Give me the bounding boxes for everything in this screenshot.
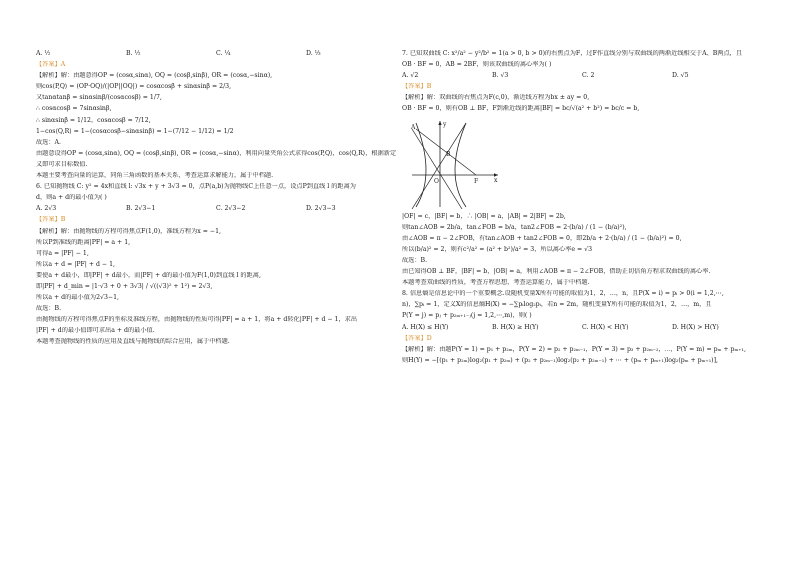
q6-analysis-line: 由抛物线的方程可得焦点F的坐标及准线方程，由抛物线的性质可得|PF| = a + 1，将a + d转化|PF| + d − 1，求出 <box>36 316 358 324</box>
right-column <box>402 50 762 368</box>
y-axis-label: y <box>443 120 447 128</box>
q6-answer-label: 【答案】B <box>36 216 66 224</box>
focus-f-label: F <box>474 177 479 185</box>
q6-analysis-line: 本题考查抛物线的性质的应用及直线与抛物线的综合应用，属于中档题. <box>36 338 230 346</box>
q7-analysis-line: 【解析】解：双曲线的右焦点为F(c,0)，渐近线方程为bx ± ay = 0, <box>402 94 590 102</box>
q8-stem-line: n)，∑pᵢ = 1，定义X的信息熵H(X) = −∑pᵢlog₂pᵢ，若n = 2m，随机变量Y所有可能的取值为1，2，…，m，且 <box>402 301 712 309</box>
q5-analysis-line: 【解析】解：由题意得OP = (cosα,sinα), OQ = (cosβ,sinβ), OR = (cosα,−sinα), <box>36 72 273 80</box>
x-axis-label: x <box>494 176 498 184</box>
q6-analysis-line: 所以P到准线的距离|PF| = a + 1, <box>36 238 131 246</box>
q8-stem-line: 8. 信息熵是信息论中的一个重要概念.设随机变量X所有可能的取值为1，2，…，n，且P(X = i) = pᵢ > 0(i = 1,2,⋯, <box>402 290 724 298</box>
q6-analysis-line: 要使a + d最小，即|PF| + d最小，而|PF| + d的最小值为F(1,0)到直线 l 的距离, <box>36 271 261 279</box>
q5-analysis-line: 本题主要考查向量的运算，同角三角函数的基本关系，考查运算求解能力，属于中档题. <box>36 172 274 180</box>
q8-analysis-line: 则H(Y) = −[(p₁ + p₂ₘ)log₂(p₁ + p₂ₘ) + (p₂ + p₂ₘ₋₁)log₂(p₂ + p₂ₘ₋₁) + ⋯ + (pₘ + pₘ₊₁)log₂(pₘ + pₘ₊₁)], <box>402 356 718 364</box>
q5-option-d: D. ⅓ <box>306 50 321 57</box>
q7-after-line: 由已知得OB ⊥ BF，|BF| = b，|OB| = a，利用∠AOB = π − 2∠FOB，借助正切倍角方程求双曲线的离心率. <box>402 268 711 276</box>
q7-stem-line: OB · BF = 0，AB = 2BF，则该双曲线的离心率为( ) <box>402 61 552 69</box>
q7-after-line: 则tan∠AOB = 2b/a，tan∠FOB = b/a，tan2∠FOB = 2·(b/a) / (1 − (b/a)²), <box>402 223 627 231</box>
q8-option-d: D. H(X) > H(Y) <box>672 323 719 331</box>
q5-option-c: C. ¼ <box>216 50 231 57</box>
q6-analysis-line: 所以a + d的最小值为2√3−1, <box>36 294 119 302</box>
q5-analysis-line: 由题意设得OP = (cosα,sinα), OQ = (cosβ,sinβ), OR = (cosα,−sinα)，利用向量夹角公式求得cos⟨P,Q⟩，cos⟨Q,R⟩，根据新定 <box>36 149 396 157</box>
q7-after-line: |OF| = c，|BF| = b，∴ |OB| = a，|AB| = 2|BF| = 2b, <box>402 212 566 220</box>
q7-after-line: 本题考查双曲线的性质，考查方程思想，考查运算能力，属于中档题. <box>402 279 590 287</box>
q6-option-a: A. 2√3 <box>36 205 57 213</box>
q6-option-c: C. 2√3−2 <box>216 205 246 213</box>
point-b-label: B <box>446 150 451 158</box>
q5-option-a: A. ½ <box>36 50 51 57</box>
q8-options <box>402 324 762 332</box>
q6-analysis-line: 可得a = |PF| − 1, <box>36 249 89 257</box>
q5-analysis-line: 故选：A. <box>36 138 61 146</box>
q6-analysis-line: 即|PF| + d_min = |1·√3 + 0 + 3√3| / √((√3)² + 1²) = 2√3, <box>36 282 213 290</box>
q5-analysis-line: 又tanαtanβ = sinαsinβ/(cosαcosβ) = 1/7, <box>36 94 162 102</box>
q6-analysis-line: |PF| + d的最小值即可求出a + d的最小值. <box>36 327 155 335</box>
q8-option-a: A. H(X) ≤ H(Y) <box>402 323 449 331</box>
q8-option-b: B. H(X) ≥ H(Y) <box>492 323 539 331</box>
q5-option-b: B. ½ <box>126 50 141 57</box>
q5-analysis-line: ∴ sinαsinβ = 1/12，cosαcosβ = 7/12, <box>36 116 151 124</box>
q8-stem-line: P(Y = j) = pⱼ + p₂ₘ₊₁₋ⱼ(j = 1,2,⋯,m)，则( ) <box>402 312 532 320</box>
q7-option-b: B. √3 <box>492 72 509 80</box>
q7-options <box>402 72 762 80</box>
q7-option-c: C. 2 <box>582 72 595 80</box>
point-a-label: A <box>411 123 416 131</box>
q5-analysis-line: 义即可求目标数值. <box>36 160 88 168</box>
q5-analysis-line: 1−cos⟨Q,R⟩ = 1−(cosαcosβ−sinαsinβ) = 1−(7/12 − 1/12) = 1/2 <box>36 127 234 135</box>
q5-options <box>36 50 396 58</box>
q6-option-b: B. 2√3−1 <box>126 205 156 213</box>
q6-option-d: D. 2√3−3 <box>306 205 336 213</box>
q6-stem-line: 6. 已知抛物线 C: y² = 4x和直线 l: √3x + y + 3√3 = 0，点P(a,b)为抛物线C上任意一点，设点P到直线 l 的距离为 <box>36 183 356 191</box>
q5-analysis-line: ∴ cosαcosβ = 7sinαsinβ, <box>36 105 112 113</box>
q7-after-line: 由∠AOB = π − 2∠FOB，有tan∠AOB + tan2∠FOB = 0，即2b/a + 2·(b/a) / (1 − (b/a)²) = 0, <box>402 234 682 242</box>
left-column <box>36 50 396 350</box>
q7-stem-line: 7. 已知双曲线 C: x²/a² − y²/b² = 1(a > 0, b > 0)的右焦点为F，过F作直线分别与双曲线的两渐近线相交于A、B两点，且 <box>402 50 743 57</box>
q6-analysis-line: 【解析】解：由抛物线的方程可得焦点F(1,0)，准线方程为x = −1, <box>36 227 221 235</box>
q6-stem-line: d，则a + d的最小值为( ) <box>36 194 107 202</box>
q6-analysis-line: 所以a + d = |PF| + d − 1, <box>36 260 115 268</box>
q6-options <box>36 205 396 213</box>
hyperbola-diagram <box>406 117 502 209</box>
q8-analysis-line: 【解析】解：由题P(Y = 1) = p₁ + p₂ₘ，P(Y = 2) = p₂ + p₂ₘ₋₁，P(Y = 3) = p₃ + p₂ₘ₋₂，⋯，P(Y = m) = pₘ + pₘ₊₁, <box>402 345 746 353</box>
q6-analysis-line: 故选：B. <box>36 305 62 313</box>
q8-option-c: C. H(X) < H(Y) <box>582 323 629 331</box>
q7-option-d: D. √5 <box>672 72 689 80</box>
q7-answer-label: 【答案】B <box>402 83 432 91</box>
q7-after-line: 故选：B. <box>402 256 428 264</box>
q7-analysis-line: OB · BF = 0，则有OB ⊥ BF，F到渐近线的距离|BF| = bc/√(a² + b²) = bc/c = b, <box>402 105 640 113</box>
q8-answer-label: 【答案】D <box>402 334 432 342</box>
q5-analysis-line: 则cos⟨P,Q⟩ = (OP·OQ)/(|OP||OQ|) = cosαcosβ + sinαsinβ = 2/3, <box>36 83 232 91</box>
q7-option-a: A. √2 <box>402 72 419 80</box>
hyperbola-figure <box>406 117 502 209</box>
origin-label: O <box>434 177 439 185</box>
hyperbola-right-branch <box>455 123 466 207</box>
q7-after-line: 所以(b/a)² = 2，则有c²/a² = (a² + b²)/a² = 3，所以离心率e = √3 <box>402 245 593 253</box>
q5-answer-label: 【答案】A <box>36 61 66 69</box>
y-axis-arrow-icon <box>438 121 441 125</box>
